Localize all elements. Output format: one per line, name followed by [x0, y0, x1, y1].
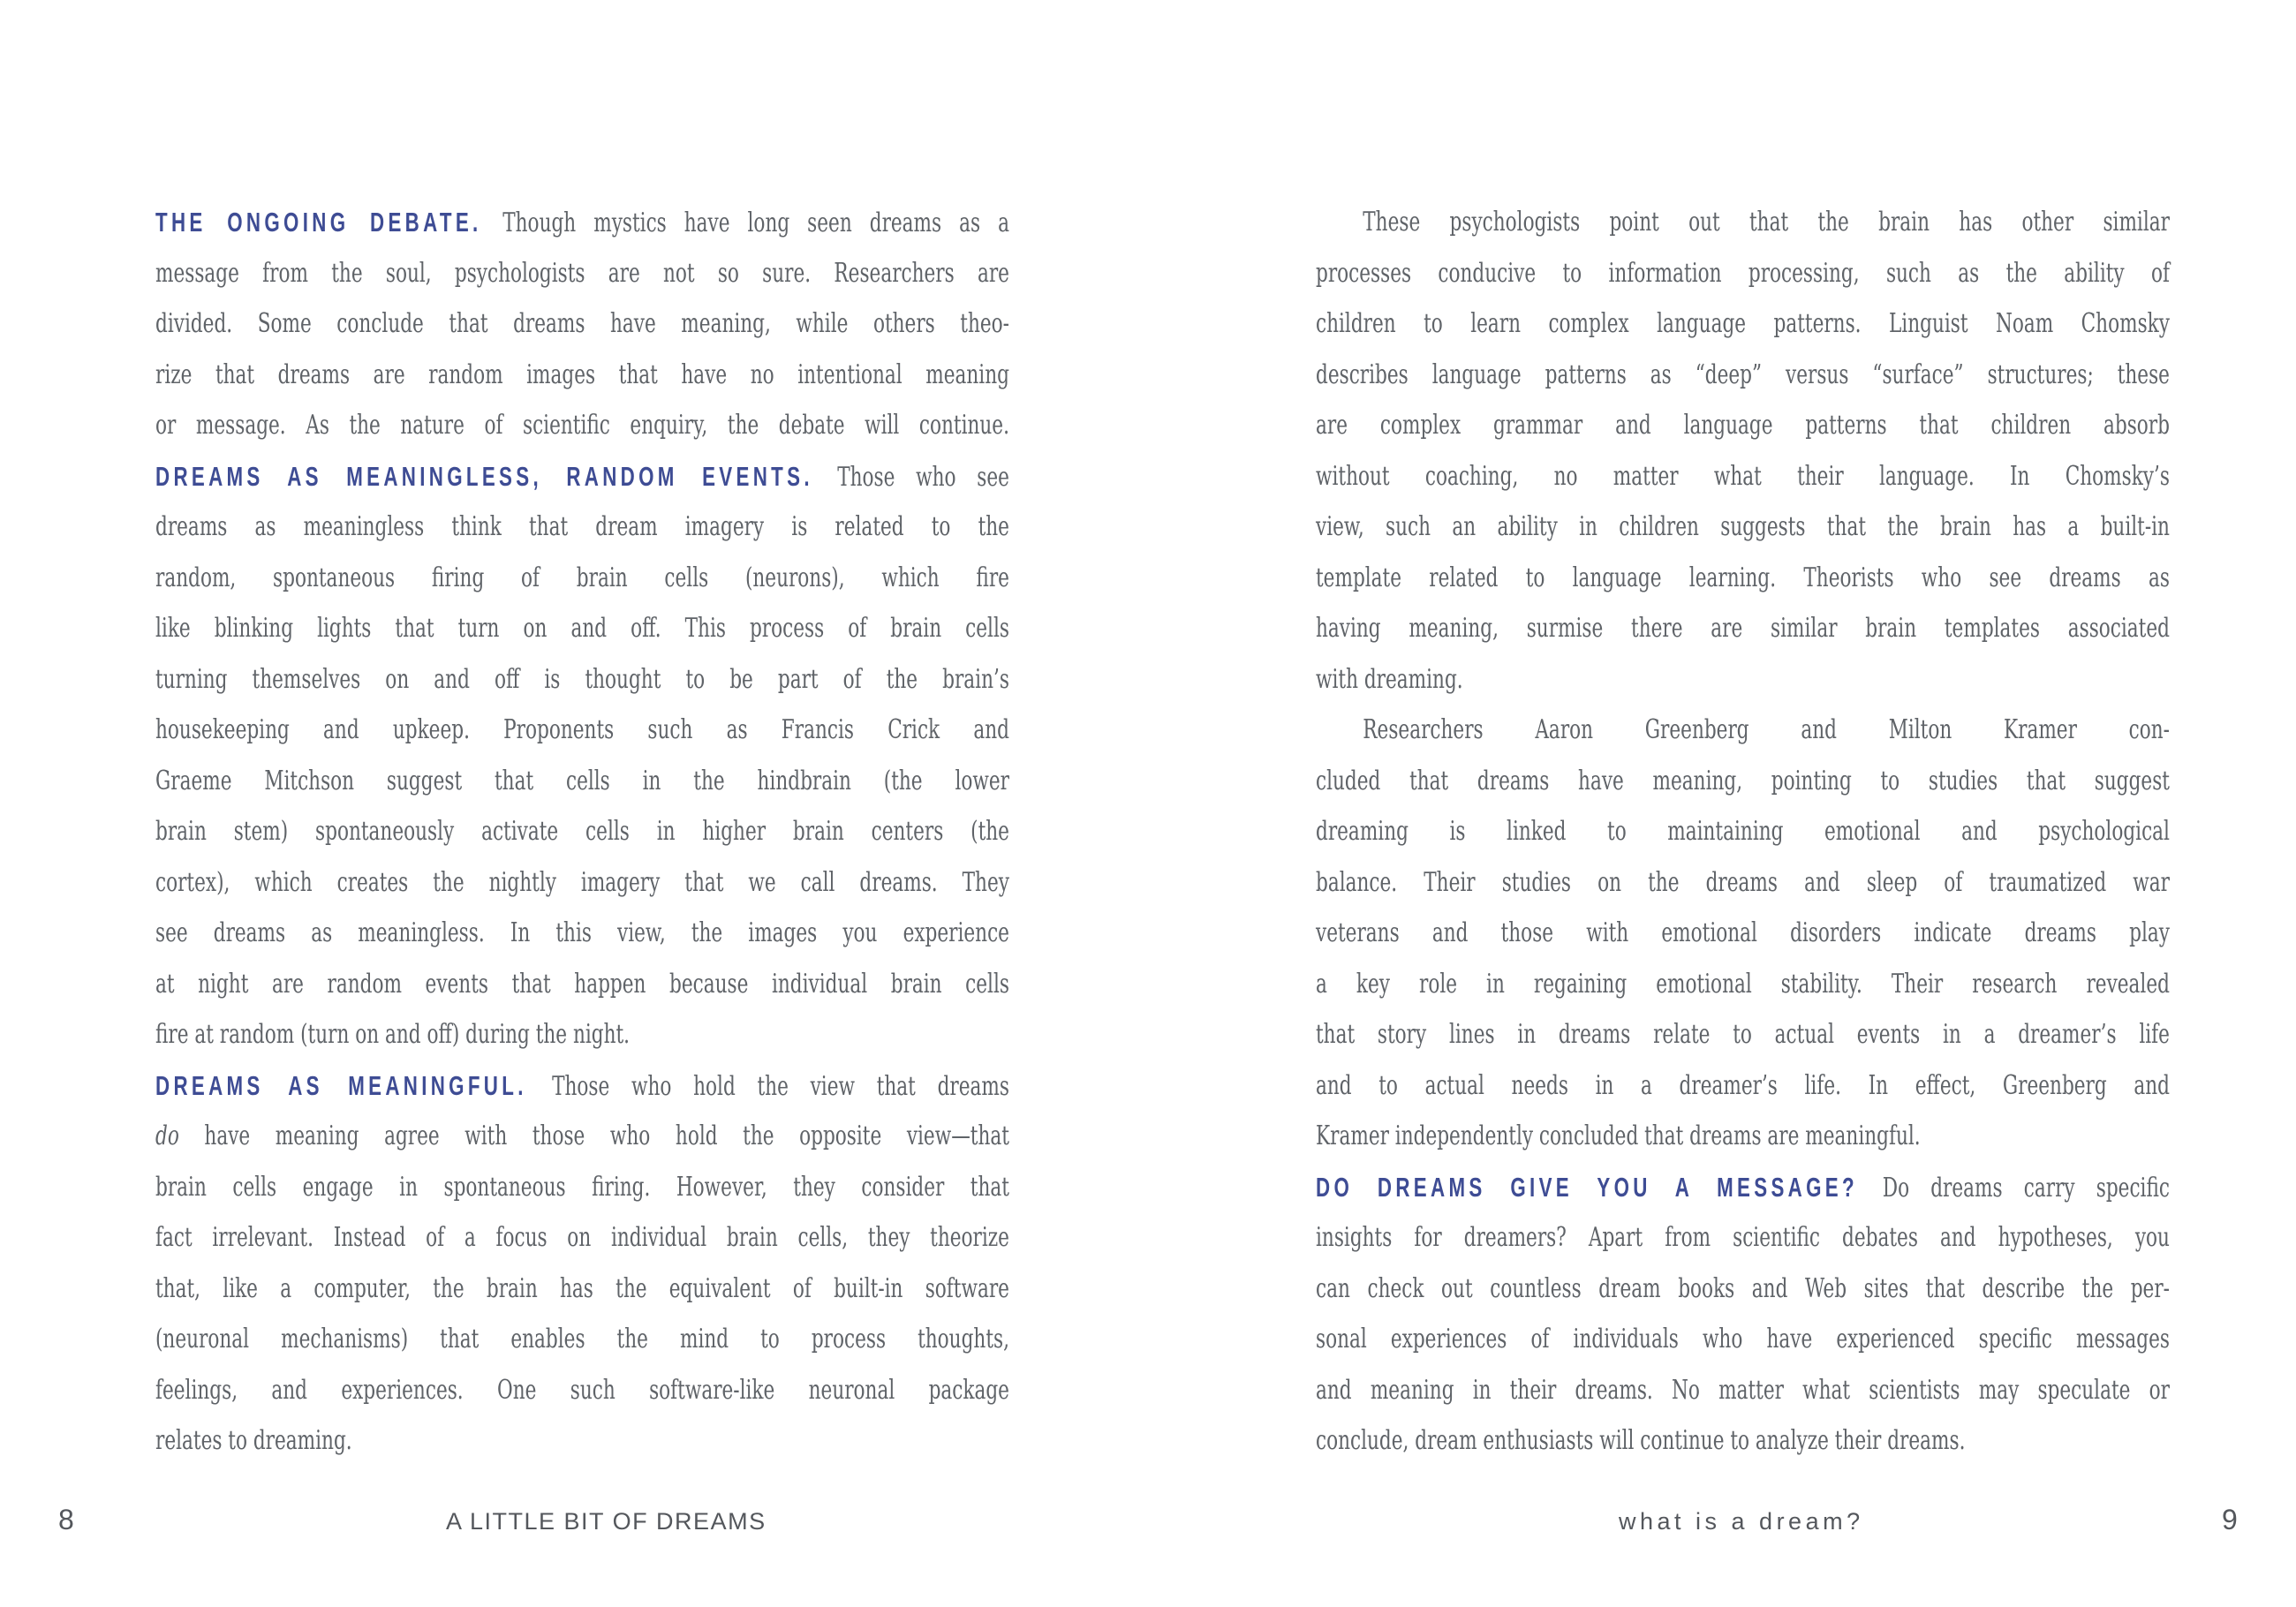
text-segment: with dreaming.: [1316, 663, 1463, 695]
text-segment: processes conducive to information processing, such as the ability of: [1316, 257, 2170, 289]
text-segment: insights for dreamers? Apart from scientific debates and hypotheses, you: [1316, 1222, 2170, 1253]
text-line: [1316, 857, 2170, 909]
text-line: [1316, 298, 2170, 350]
text-segment: (neuronal mechanisms) that enables the mind to process thoughts,: [155, 1324, 1009, 1354]
text-line: [155, 1314, 1009, 1365]
text-line: [155, 1264, 1009, 1315]
text-segment: do: [155, 1120, 179, 1151]
text-segment: Researchers Aaron Greenberg and Milton Kramer con-: [1363, 714, 2170, 745]
text-segment: fire at random (turn on and off) during the night.: [155, 1019, 631, 1050]
text-line: [1316, 553, 2170, 604]
text-line: [155, 298, 1009, 350]
text-segment: Those who see: [837, 461, 1009, 493]
text-line: [1316, 1415, 2170, 1467]
text-segment: cluded that dreams have meaning, pointing to studies that suggest: [1316, 765, 2170, 796]
text-segment: balance. Their studies on the dreams and sleep of traumatized war: [1316, 866, 2170, 898]
text-segment: and meaning in their dreams. No matter what scientists may speculate or: [1316, 1374, 2170, 1406]
text-segment: children to learn complex language patterns. Linguist Noam Chomsky: [1316, 308, 2170, 339]
text-line: [155, 756, 1009, 807]
page-number-left: 8: [58, 1504, 74, 1535]
text-line: [155, 451, 1009, 502]
text-segment: having meaning, surmise there are similar brain templates associated: [1316, 613, 2170, 644]
text-segment: Those who hold the view that dreams: [552, 1070, 1009, 1102]
text-segment: that story lines in dreams relate to actual events in a dreamer’s life: [1316, 1019, 2170, 1050]
text-segment: and to actual needs in a dreamer’s life. In effect, Greenberg and: [1316, 1069, 2170, 1101]
text-segment: Kramer independently concluded that dreams are meaningful.: [1316, 1120, 1921, 1151]
text-segment: Though mystics have long seen dreams as a: [502, 207, 1009, 238]
text-segment: brain cells engage in spontaneous firing. However, they consider that: [155, 1171, 1009, 1203]
text-line: [155, 1009, 1009, 1060]
text-line: [1316, 248, 2170, 299]
text-line: [155, 1415, 1009, 1467]
left-page-text-column: [155, 197, 1009, 1467]
text-segment: brain stem) spontaneously activate cells in higher brain centers (the: [155, 816, 1009, 847]
section-heading: THE ONGOING DEBATE.: [155, 207, 503, 238]
text-segment: view, such an ability in children suggests that the brain has a built-in: [1316, 511, 2170, 542]
text-segment: turning themselves on and off is thought to be part of the brain’s: [155, 663, 1009, 695]
text-line: [155, 1111, 1009, 1162]
text-segment: that, like a computer, the brain has the equivalent of built-in software: [155, 1272, 1009, 1304]
text-line: [1316, 705, 2170, 756]
text-line: [155, 959, 1009, 1010]
text-line: [1316, 1314, 2170, 1365]
text-line: [155, 350, 1009, 401]
section-heading: DO DREAMS GIVE YOU A MESSAGE?: [1316, 1171, 1883, 1203]
text-segment: without coaching, no matter what their language. In Chomsky’s: [1316, 460, 2170, 492]
text-line: [1316, 400, 2170, 451]
running-title-right: what is a dream?: [1619, 1508, 1864, 1535]
text-line: [155, 248, 1009, 299]
text-segment: or message. As the nature of scientific enquiry, the debate will continue.: [155, 410, 1009, 441]
text-line: [155, 908, 1009, 959]
text-segment: are complex grammar and language patterns that children absorb: [1316, 410, 2170, 441]
text-segment: housekeeping and upkeep. Proponents such as Francis Crick and: [155, 714, 1009, 745]
text-line: [155, 1060, 1009, 1112]
text-line: [1316, 908, 2170, 959]
text-segment: sonal experiences of individuals who have experienced specific messages: [1316, 1324, 2170, 1354]
text-line: [155, 806, 1009, 857]
running-title-left: A LITTLE BIT OF DREAMS: [446, 1508, 767, 1535]
text-segment: can check out countless dream books and Web sites that describe the per-: [1316, 1272, 2170, 1304]
text-segment: at night are random events that happen because individual brain cells: [155, 968, 1009, 1000]
text-line: [1316, 1264, 2170, 1315]
page-number-right: 9: [2222, 1504, 2238, 1535]
text-segment: cortex), which creates the nightly imagery that we call dreams. They: [155, 866, 1009, 898]
text-line: [155, 1365, 1009, 1416]
text-segment: relates to dreaming.: [155, 1425, 352, 1456]
text-line: [1316, 1009, 2170, 1060]
text-segment: veterans and those with emotional disorders indicate dreams play: [1316, 917, 2170, 948]
text-line: [155, 1162, 1009, 1213]
text-line: [155, 1212, 1009, 1264]
text-segment: message from the soul, psychologists are not so sure. Researchers are: [155, 257, 1009, 289]
text-line: [1316, 806, 2170, 857]
text-segment: have meaning agree with those who hold the opposite view—that: [178, 1120, 1009, 1151]
text-segment: These psychologists point out that the brain has other similar: [1363, 207, 2170, 238]
text-line: [155, 705, 1009, 756]
text-line: [1316, 502, 2170, 553]
text-line: [1316, 603, 2170, 654]
text-segment: conclude, dream enthusiasts will continue to analyze their dreams.: [1316, 1425, 1966, 1456]
text-line: [1316, 1162, 2170, 1213]
text-line: [1316, 1111, 2170, 1162]
text-line: [155, 502, 1009, 553]
text-segment: random, spontaneous firing of brain cells (neurons), which fire: [155, 562, 1009, 593]
text-segment: Graeme Mitchson suggest that cells in the hindbrain (the lower: [155, 765, 1009, 796]
text-line: [155, 400, 1009, 451]
text-segment: like blinking lights that turn on and off. This process of brain cells: [155, 613, 1009, 644]
text-segment: fact irrelevant. Instead of a focus on individual brain cells, they theorize: [155, 1222, 1009, 1253]
section-heading: DREAMS AS MEANINGLESS, RANDOM EVENTS.: [155, 460, 838, 492]
text-line: [1316, 350, 2170, 401]
section-heading: DREAMS AS MEANINGFUL.: [155, 1069, 553, 1101]
text-line: [1316, 1365, 2170, 1416]
text-line: [155, 857, 1009, 909]
text-segment: dreams as meaningless think that dream imagery is related to the: [155, 511, 1009, 542]
right-page-text-column: [1316, 197, 2170, 1467]
text-line: [155, 197, 1009, 248]
text-line: [1316, 654, 2170, 705]
text-segment: rize that dreams are random images that have no intentional meaning: [155, 358, 1009, 390]
text-segment: Do dreams carry specific: [1882, 1172, 2170, 1203]
text-line: [155, 603, 1009, 654]
text-line: [155, 654, 1009, 705]
text-line: [155, 553, 1009, 604]
text-line: [1316, 959, 2170, 1010]
text-segment: divided. Some conclude that dreams have meaning, while others theo-: [155, 308, 1009, 339]
text-segment: template related to language learning. Theorists who see dreams as: [1316, 562, 2170, 593]
text-segment: a key role in regaining emotional stability. Their research revealed: [1316, 968, 2170, 1000]
text-segment: see dreams as meaningless. In this view, the images you experience: [155, 917, 1009, 948]
text-line: [1316, 1212, 2170, 1264]
text-segment: dreaming is linked to maintaining emotional and psychological: [1316, 816, 2170, 847]
text-line: [1316, 197, 2170, 248]
text-line: [1316, 451, 2170, 502]
text-line: [1316, 1060, 2170, 1112]
text-segment: feelings, and experiences. One such software-like neuronal package: [155, 1374, 1009, 1406]
text-segment: describes language patterns as “deep” versus “surface” structures; these: [1316, 358, 2170, 390]
text-line: [1316, 756, 2170, 807]
